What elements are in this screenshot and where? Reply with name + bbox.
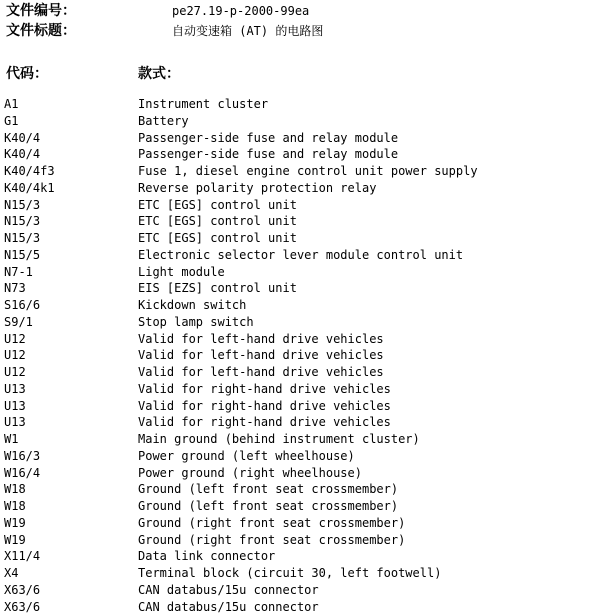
component-code: U12 [4,331,26,347]
component-description: Valid for left-hand drive vehicles [138,364,384,380]
component-code: W19 [4,532,26,548]
component-description: CAN databus/15u connector [138,582,319,598]
component-description: Ground (right front seat crossmember) [138,515,405,531]
component-description: Passenger-side fuse and relay module [138,146,398,162]
component-description: Light module [138,264,225,280]
component-description: Main ground (behind instrument cluster) [138,431,420,447]
table-row [4,364,596,381]
doc-title-value: 自动变速箱 (AT) 的电路图 [172,23,323,39]
component-description: Stop lamp switch [138,314,254,330]
component-description: Power ground (right wheelhouse) [138,465,362,481]
component-description: Battery [138,113,189,129]
component-description: Passenger-side fuse and relay module [138,130,398,146]
component-description: Ground (left front seat crossmember) [138,498,398,514]
component-code: K40/4f3 [4,163,55,179]
component-description: Valid for right-hand drive vehicles [138,381,391,397]
component-code: S16/6 [4,297,40,313]
component-code: W18 [4,481,26,497]
table-row [4,498,596,515]
component-code: U13 [4,414,26,430]
component-description: Kickdown switch [138,297,246,313]
component-code: X4 [4,565,18,581]
component-code: N73 [4,280,26,296]
table-row [4,247,596,264]
component-code: A1 [4,96,18,112]
table-row [4,481,596,498]
table-row [4,582,596,599]
table-row [4,331,596,348]
component-code: N15/5 [4,247,40,263]
component-code: N7-1 [4,264,33,280]
table-row [4,314,596,331]
table-row [4,297,596,314]
doc-title-label: 文件标题： [6,22,76,40]
component-description: EIS [EZS] control unit [138,280,297,296]
component-description: Fuse 1, diesel engine control unit power supply [138,163,478,179]
component-code: X63/6 [4,599,40,615]
component-description: CAN databus/15u connector [138,599,319,615]
table-row [4,180,596,197]
component-code: K40/4k1 [4,180,55,196]
table-row [4,130,596,147]
table-row [4,163,596,180]
table-row [4,113,596,130]
component-code: X11/4 [4,548,40,564]
table-row [4,448,596,465]
table-row [4,280,596,297]
component-code: U12 [4,364,26,380]
table-row [4,565,596,582]
doc-number-value: pe27.19-p-2000-99ea [172,3,309,19]
component-description: Valid for right-hand drive vehicles [138,414,391,430]
component-list [4,96,596,615]
table-row [4,381,596,398]
table-row [4,230,596,247]
component-description: Data link connector [138,548,275,564]
table-row [4,465,596,482]
component-code: G1 [4,113,18,129]
component-description: Reverse polarity protection relay [138,180,376,196]
table-row [4,414,596,431]
table-row [4,347,596,364]
component-description: ETC [EGS] control unit [138,197,297,213]
table-row [4,431,596,448]
model-column-header: 款式： [138,65,180,83]
component-description: Ground (left front seat crossmember) [138,481,398,497]
code-column-header: 代码： [6,65,48,83]
table-row [4,398,596,415]
table-row [4,532,596,549]
component-code: W18 [4,498,26,514]
component-description: Instrument cluster [138,96,268,112]
table-header [6,65,596,83]
component-description: Valid for left-hand drive vehicles [138,331,384,347]
table-row [4,548,596,565]
doc-number-label: 文件编号： [6,2,76,20]
table-row [4,213,596,230]
component-description: Power ground (left wheelhouse) [138,448,355,464]
table-row [4,197,596,214]
component-code: K40/4 [4,146,40,162]
component-description: Ground (right front seat crossmember) [138,532,405,548]
component-code: W1 [4,431,18,447]
component-code: W16/3 [4,448,40,464]
table-row [4,515,596,532]
doc-number-row [6,2,596,20]
component-description: Valid for left-hand drive vehicles [138,347,384,363]
component-code: S9/1 [4,314,33,330]
doc-title-row [6,22,596,40]
component-code: U12 [4,347,26,363]
table-row [4,599,596,615]
component-description: Electronic selector lever module control unit [138,247,463,263]
component-description: ETC [EGS] control unit [138,230,297,246]
component-code: N15/3 [4,230,40,246]
component-code: X63/6 [4,582,40,598]
component-code: U13 [4,381,26,397]
component-code: U13 [4,398,26,414]
component-description: ETC [EGS] control unit [138,213,297,229]
component-code: W19 [4,515,26,531]
table-row [4,264,596,281]
table-row [4,146,596,163]
component-code: N15/3 [4,197,40,213]
table-row [4,96,596,113]
component-code: W16/4 [4,465,40,481]
component-description: Valid for right-hand drive vehicles [138,398,391,414]
component-code: K40/4 [4,130,40,146]
component-code: N15/3 [4,213,40,229]
component-description: Terminal block (circuit 30, left footwell) [138,565,441,581]
